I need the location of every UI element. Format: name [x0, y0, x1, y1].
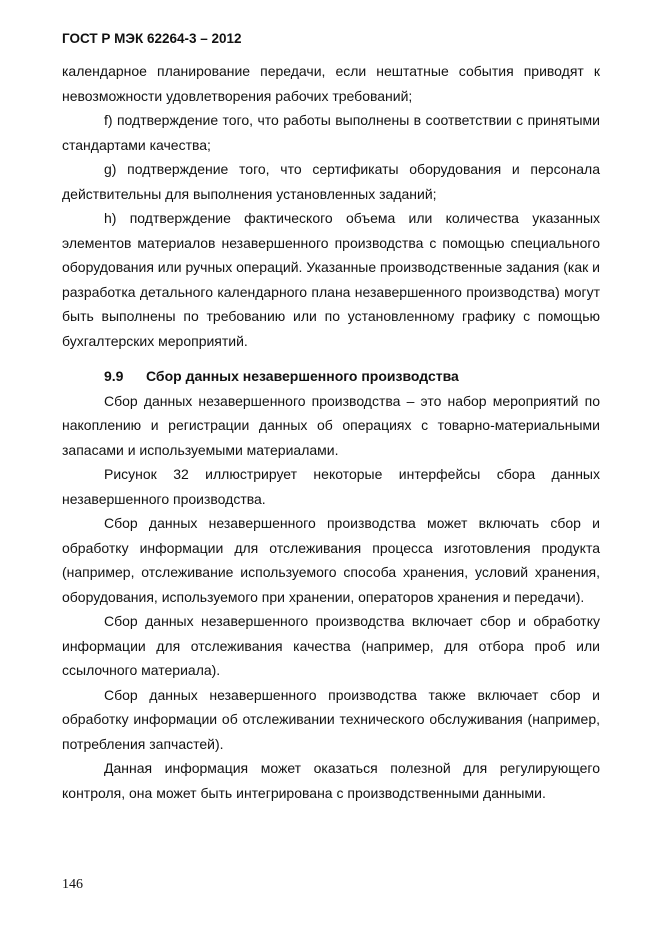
section-heading — [62, 364, 600, 389]
document-header: ГОСТ Р МЭК 62264-3 – 2012 — [62, 31, 242, 46]
list-item-f: f) подтверждение того, что работы выполнены в соответствии с принятыми стандартами качества; — [62, 112, 600, 153]
section-title: Сбор данных незавершенного производства — [146, 368, 459, 384]
section-paragraph: Сбор данных незавершенного производства – это набор мероприятий по накоплению и регистрации данных об операциях с товарно-материальными запасами и используемыми материалами. — [62, 392, 600, 458]
document-body — [62, 59, 600, 805]
section-paragraph: Сбор данных незавершенного производства также включает сбор и обработку информации об отслеживании технического обслуживания (например, потребления запчастей). — [62, 686, 600, 752]
list-item-g: g) подтверждение того, что сертификаты оборудования и персонала действительны для выполнения установленных заданий; — [62, 161, 600, 202]
section-number: 9.9 — [104, 368, 124, 384]
list-item-h: h) подтверждение фактического объема или количества указанных элементов материалов незавершенного производства с помощью специального оборудования или ручных операций. Указанные производственные задания (как и разработка детального календарного плана незавершенного производства) могут быть выполнены по требованию или по установленному графику с помощью бухгалтерских мероприятий. — [62, 210, 600, 349]
section-paragraph: Данная информация может оказаться полезной для регулирующего контроля, она может быть интегрирована с производственными данными. — [62, 760, 600, 801]
document-page — [62, 30, 600, 805]
section-paragraph: Рисунок 32 иллюстрирует некоторые интерфейсы сбора данных незавершенного производства. — [62, 466, 600, 507]
page-number: 146 — [62, 877, 83, 892]
paragraph-continuation: календарное планирование передачи, если нештатные события приводят к невозможности удовлетворения рабочих требований; — [62, 63, 600, 104]
section-paragraph: Сбор данных незавершенного производства может включать сбор и обработку информации для отслеживания процесса изготовления продукта (например, отслеживание используемого способа хранения, условий хранения, оборудования, используемого при хранении, операторов хранения и передачи). — [62, 515, 600, 605]
section-paragraph: Сбор данных незавершенного производства включает сбор и обработку информации для отслеживания качества (например, для отбора проб или ссылочного материала). — [62, 613, 600, 678]
